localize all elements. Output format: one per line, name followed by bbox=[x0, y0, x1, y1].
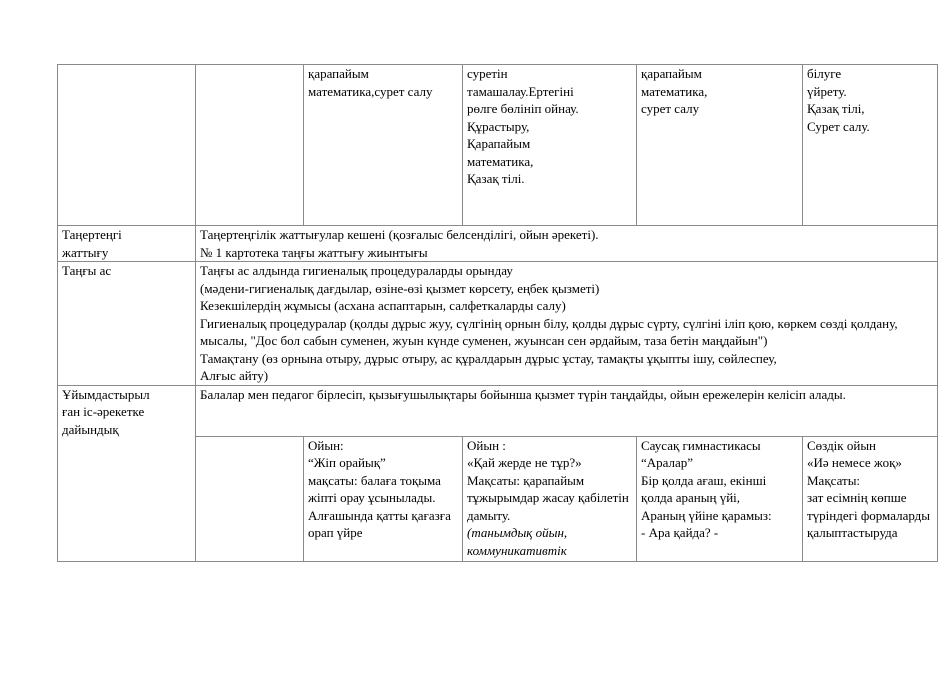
row-label-morning-exercise: Таңертеңгі жаттығу bbox=[58, 226, 196, 262]
game-cell bbox=[803, 436, 938, 561]
breakfast-text: Таңғы ас алдында гигиеналық процедураларды орындау (мәдени-гигиеналық дағдылар, өзіне-өзі қызмет көрсету, еңбек қызметі) Кезекшілердің жұмысы (асхана аспаптарын, салфеткаларды салу) Гигиеналық процедуралар (қолды дұрыс жуу, сүлгінің орнын білу, қолды дұрыс сүрту, сүлгіні іліп қою, көркем сөзді қолдану, мысалы, "Дос бол сабын суменен, жуын күнде суменен, жуынсан сен әрдайым, таза бетін маңдайын") Тамақтану (өз орнына отыру, дұрыс отыру, ас құралдарын дұрыс ұстау, тамақты ұқыпты ішу, сөйлеспеу, Алғыс айту) bbox=[196, 262, 938, 386]
morning-exercise-text: Таңертеңгілік жаттығулар кешені (қозғалыс белсенділігі, ойын әрекеті). № 1 картотека таңғы жаттығу жиынтығы bbox=[196, 226, 938, 262]
table-cell: суретін тамашалау.Ертегіні рөлге бөлініп ойнау. Құрастыру, Қарапайым математика, Қазақ тілі. bbox=[463, 65, 637, 226]
table-cell bbox=[58, 65, 196, 226]
table-cell bbox=[196, 436, 304, 561]
table-row bbox=[58, 262, 938, 386]
game-italic-note: (танымдық ойын, коммуникативтік bbox=[467, 525, 568, 558]
table-cell: білуге үйрету. Қазақ тілі, Сурет салу. bbox=[803, 65, 938, 226]
table-row bbox=[58, 385, 938, 436]
game-text: Ойын : «Қай жерде не тұр?» Мақсаты: қарапайым тұжырымдар жасау қабілетін дамыту. bbox=[467, 437, 629, 523]
game-text: Сөздік ойын «Иә немесе жоқ» Мақсаты: зат есімнің көпше түріндегі формаларды қалыптастыруда bbox=[807, 437, 931, 540]
game-text: Саусақ гимнастикасы “Аралар” Бір қолда ағаш, екінші қолда араның үйі, Араның үйіне қарамыз: - Ара қайда? - bbox=[641, 437, 772, 540]
game-cell bbox=[463, 436, 637, 561]
table-cell bbox=[196, 65, 304, 226]
table-cell: қарапайым математика, сурет салу bbox=[637, 65, 803, 226]
table-row bbox=[58, 226, 938, 262]
game-cell bbox=[304, 436, 463, 561]
game-text: Ойын: “Жіп орайық” мақсаты: балаға тоқыма жіпті орау ұсынылады. Алғашында қатты қағазға орап үйре bbox=[308, 437, 451, 540]
row-label-organized-activity: Ұйымдастырыл ған іс-әрекетке дайындық bbox=[58, 385, 196, 561]
game-cell bbox=[637, 436, 803, 561]
organized-activity-text: Балалар мен педагог бірлесіп, қызығушылықтары бойынша қызмет түрін таңдайды, ойын ережелерін келісіп алады. bbox=[196, 385, 938, 436]
table-cell: қарапайым математика,сурет салу bbox=[304, 65, 463, 226]
daily-plan-table bbox=[57, 64, 938, 562]
row-label-breakfast: Таңғы ас bbox=[58, 262, 196, 386]
table-row bbox=[58, 65, 938, 226]
